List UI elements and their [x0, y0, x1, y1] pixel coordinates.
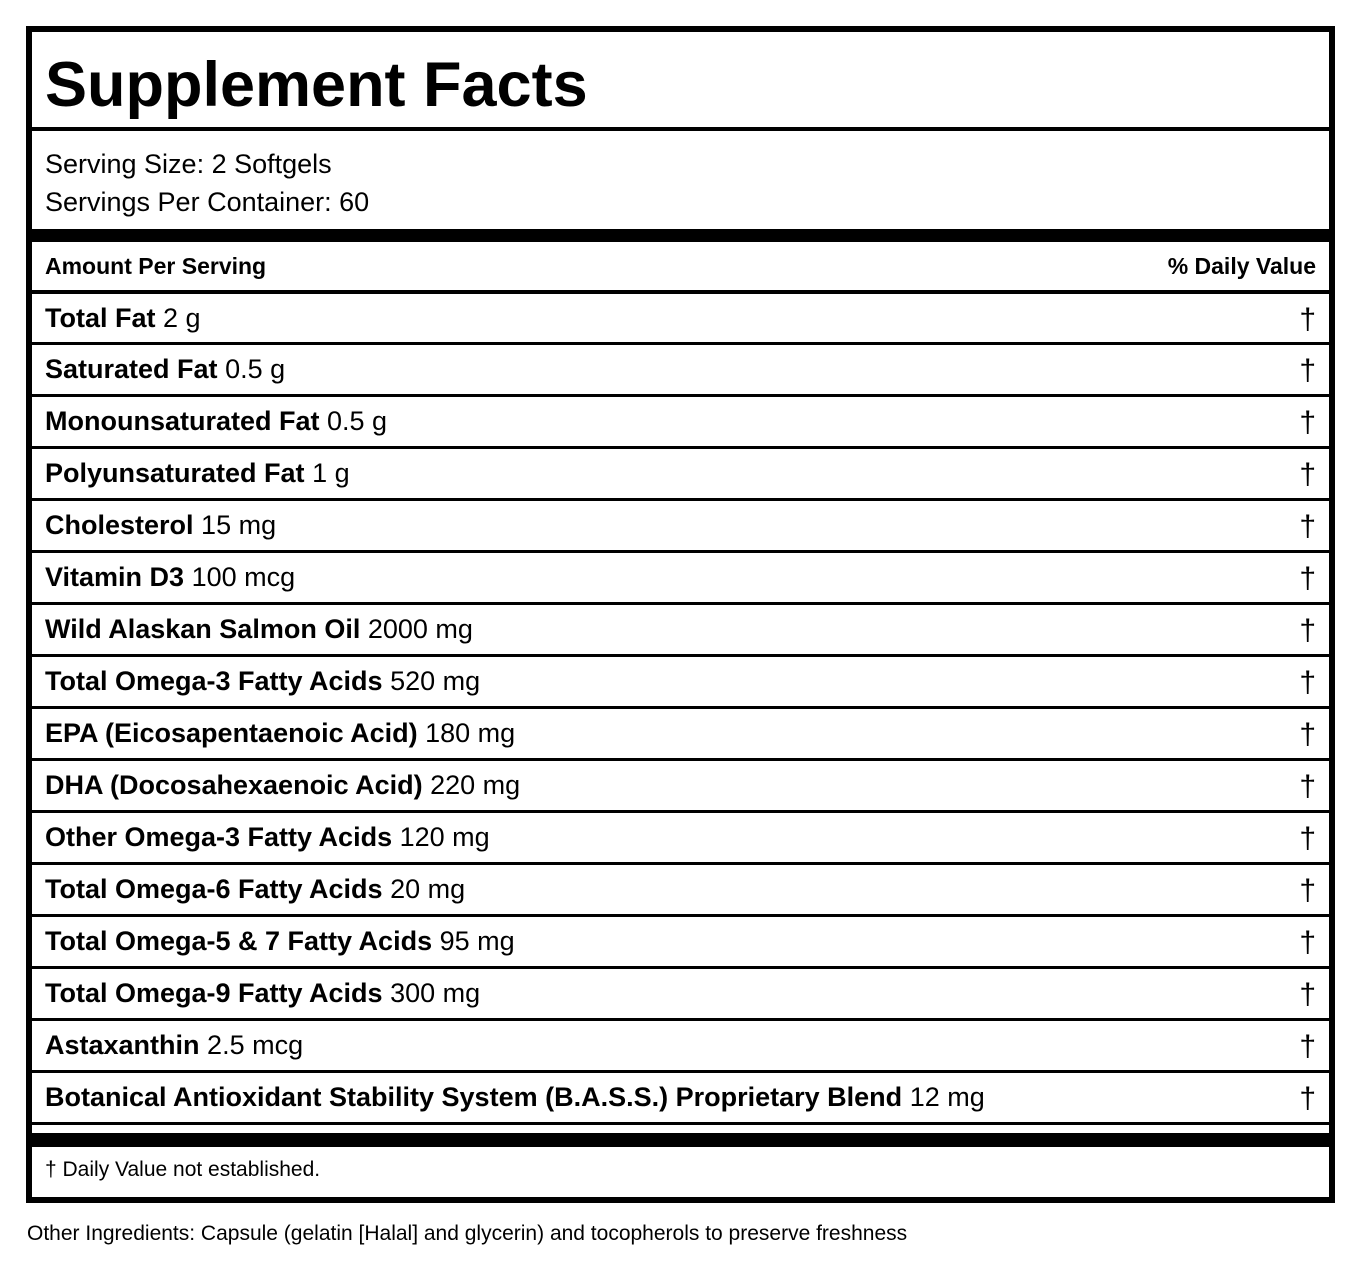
nutrient-row: [32, 602, 1329, 654]
nutrient-row: [32, 706, 1329, 758]
serving-info: [45, 145, 369, 221]
nutrient-text: [45, 978, 480, 1009]
nutrient-text: [45, 354, 285, 385]
panel-title: Supplement Facts: [45, 50, 588, 120]
serving-size: Serving Size: 2 Softgels: [45, 149, 332, 179]
nutrient-rows: [32, 290, 1329, 1122]
daily-value-dagger: †: [1299, 354, 1316, 387]
nutrient-name: EPA (Eicosapentaenoic Acid): [45, 718, 418, 748]
nutrient-amount: 95 mg: [439, 926, 515, 956]
nutrient-text: [45, 406, 387, 437]
title-section: [32, 32, 1329, 131]
nutrient-row: [32, 290, 1329, 342]
nutrient-name: Saturated Fat: [45, 354, 218, 384]
nutrient-amount: 2.5 mcg: [207, 1030, 304, 1060]
nutrient-row: [32, 394, 1329, 446]
daily-value-dagger: †: [1299, 770, 1316, 803]
nutrient-amount: 220 mg: [430, 770, 521, 800]
nutrient-name: Wild Alaskan Salmon Oil: [45, 614, 361, 644]
nutrient-amount: 2000 mg: [367, 614, 473, 644]
nutrient-amount: 20 mg: [390, 874, 466, 904]
nutrient-name: Monounsaturated Fat: [45, 406, 320, 436]
footnote: † Daily Value not established.: [45, 1158, 321, 1181]
nutrient-name: Total Omega-6 Fatty Acids: [45, 874, 383, 904]
daily-value-dagger: †: [1299, 614, 1316, 647]
column-header-row: [32, 243, 1329, 290]
nutrient-row: [32, 1018, 1329, 1070]
thick-divider-top: [32, 229, 1329, 242]
daily-value-dagger: †: [1299, 874, 1316, 907]
nutrient-text: [45, 926, 515, 957]
nutrient-amount: 15 mg: [201, 510, 277, 540]
nutrient-row: [32, 1070, 1329, 1122]
nutrient-amount: 120 mg: [399, 822, 490, 852]
daily-value-header: % Daily Value: [1167, 253, 1316, 279]
daily-value-dagger: †: [1299, 458, 1316, 491]
nutrient-name: Total Omega-9 Fatty Acids: [45, 978, 383, 1008]
amount-per-serving-header: Amount Per Serving: [45, 253, 267, 279]
nutrient-name: Total Omega-5 & 7 Fatty Acids: [45, 926, 433, 956]
nutrient-text: [45, 718, 515, 749]
nutrient-name: Botanical Antioxidant Stability System (B.A.S.S.) Proprietary Blend: [45, 1082, 903, 1112]
nutrient-amount: 2 g: [163, 303, 201, 333]
daily-value-dagger: †: [1299, 926, 1316, 959]
nutrient-text: [45, 874, 465, 905]
daily-value-dagger: †: [1299, 718, 1316, 751]
nutrient-text: [45, 614, 473, 645]
nutrient-name: Vitamin D3: [45, 562, 185, 592]
nutrient-name: Cholesterol: [45, 510, 194, 540]
daily-value-dagger: †: [1299, 303, 1316, 336]
nutrient-amount: 180 mg: [425, 718, 516, 748]
nutrient-name: Other Omega-3 Fatty Acids: [45, 822, 393, 852]
nutrient-amount: 0.5 g: [225, 354, 286, 384]
thick-divider-bottom: [32, 1133, 1329, 1147]
nutrient-row: [32, 966, 1329, 1018]
nutrient-name: DHA (Docosahexaenoic Acid): [45, 770, 423, 800]
daily-value-dagger: †: [1299, 666, 1316, 699]
nutrient-text: [45, 562, 295, 593]
nutrient-amount: 300 mg: [390, 978, 481, 1008]
nutrient-text: [45, 510, 276, 541]
nutrient-name: Total Omega-3 Fatty Acids: [45, 666, 383, 696]
nutrient-text: [45, 1030, 303, 1061]
nutrient-row: [32, 862, 1329, 914]
nutrient-amount: 520 mg: [390, 666, 481, 696]
nutrient-text: [45, 458, 350, 489]
daily-value-dagger: †: [1299, 978, 1316, 1011]
daily-value-dagger: †: [1299, 1082, 1316, 1115]
nutrient-text: [45, 770, 520, 801]
daily-value-dagger: †: [1299, 562, 1316, 595]
nutrient-row: [32, 914, 1329, 966]
daily-value-dagger: †: [1299, 510, 1316, 543]
daily-value-dagger: †: [1299, 822, 1316, 855]
nutrient-name: Polyunsaturated Fat: [45, 458, 305, 488]
servings-per-container: Servings Per Container: 60: [45, 187, 370, 217]
nutrient-name: Total Fat: [45, 303, 156, 333]
other-ingredients: Other Ingredients: Capsule (gelatin [Halal] and glycerin) and tocopherols to preserve freshness: [27, 1222, 908, 1245]
nutrient-row: [32, 498, 1329, 550]
nutrient-row: [32, 654, 1329, 706]
nutrient-amount: 1 g: [312, 458, 350, 488]
nutrient-row: [32, 550, 1329, 602]
nutrient-text: [45, 666, 480, 697]
nutrient-amount: 12 mg: [909, 1082, 985, 1112]
nutrient-text: [45, 1082, 985, 1113]
nutrient-amount: 0.5 g: [327, 406, 388, 436]
supplement-facts-panel: [26, 26, 1335, 1203]
daily-value-dagger: †: [1299, 406, 1316, 439]
nutrient-row: [32, 810, 1329, 862]
nutrient-amount: 100 mcg: [191, 562, 296, 592]
nutrient-name: Astaxanthin: [45, 1030, 200, 1060]
row-divider-last: [32, 1122, 1329, 1125]
nutrient-row: [32, 342, 1329, 394]
nutrient-text: [45, 822, 490, 853]
nutrient-row: [32, 446, 1329, 498]
nutrient-text: [45, 303, 201, 334]
nutrient-row: [32, 758, 1329, 810]
daily-value-dagger: †: [1299, 1030, 1316, 1063]
